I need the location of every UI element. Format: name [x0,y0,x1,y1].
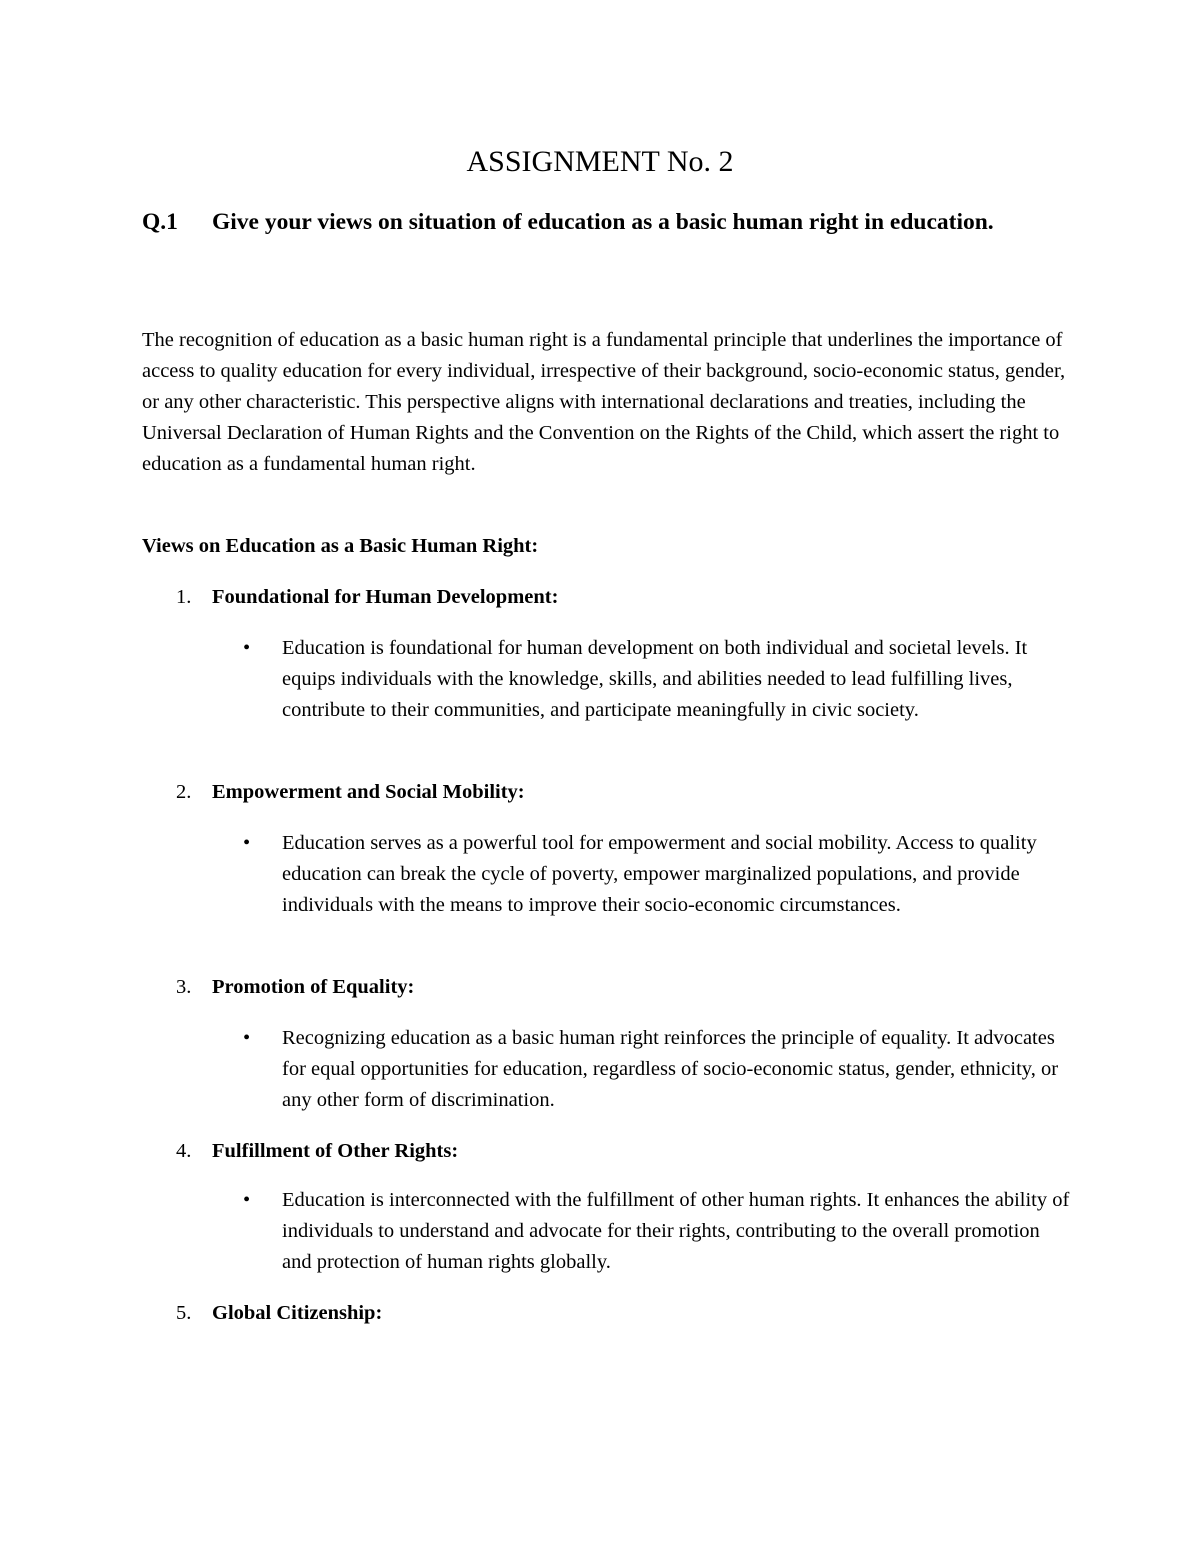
point-1-heading [176,582,558,613]
point-1-number: 1. [176,586,192,608]
intro-paragraph: The recognition of education as a basic human right is a fundamental principle that underlines the importance of access to quality education for every individual, irrespective of their background, socio-economic status, gender, or any other characteristic. This perspective aligns with international declarations and treaties, including the Universal Declaration of Human Rights and the Convention on the Rights of the Child, which assert the right to education as a fundamental human right. [142,329,1066,475]
bullet-icon: • [243,637,251,659]
point-5-number: 5. [176,1302,192,1324]
document-title: ASSIGNMENT No. 2 [466,145,734,178]
question-text: Give your views on situation of education as a basic human right in education. [212,209,994,235]
point-5-label: Global Citizenship: [212,1302,383,1324]
point-4-heading [176,1136,458,1167]
point-3-label: Promotion of Equality: [212,976,415,998]
question-block [142,205,1042,240]
point-4-label: Fulfillment of Other Rights: [212,1140,459,1162]
bullet-icon: • [243,1189,251,1211]
bullet-icon: • [243,1027,251,1049]
point-5-heading [176,1298,382,1329]
point-2-number: 2. [176,781,192,803]
point-3-body: Recognizing education as a basic human right reinforces the principle of equality. It advocates for equal opportunities for education, regardless of socio-economic status, gender, ethnicity, or any other form of discrimination. [282,1027,1059,1111]
bullet-icon: • [243,832,251,854]
point-2-heading [176,777,525,808]
point-1-label: Foundational for Human Development: [212,586,559,608]
point-2-body: Education serves as a powerful tool for empowerment and social mobility. Access to quality education can break the cycle of poverty, empower marginalized populations, and provide individuals with the means to improve their socio-economic circumstances. [282,832,1037,916]
point-4-body: Education is interconnected with the fulfillment of other human rights. It enhances the ability of individuals to understand and advocate for their rights, contributing to the overall promotion and protection of human rights globally. [282,1189,1070,1273]
point-3-number: 3. [176,976,192,998]
point-2-label: Empowerment and Social Mobility: [212,781,525,803]
views-heading: Views on Education as a Basic Human Right: [142,535,539,557]
point-4-number: 4. [176,1140,192,1162]
question-number: Q.1 [142,209,178,235]
point-1-body: Education is foundational for human development on both individual and societal levels. It equips individuals with the knowledge, skills, and abilities needed to lead fulfilling lives, contribute to their communities, and participate meaningfully in civic society. [282,637,1028,721]
point-3-heading [176,972,414,1003]
